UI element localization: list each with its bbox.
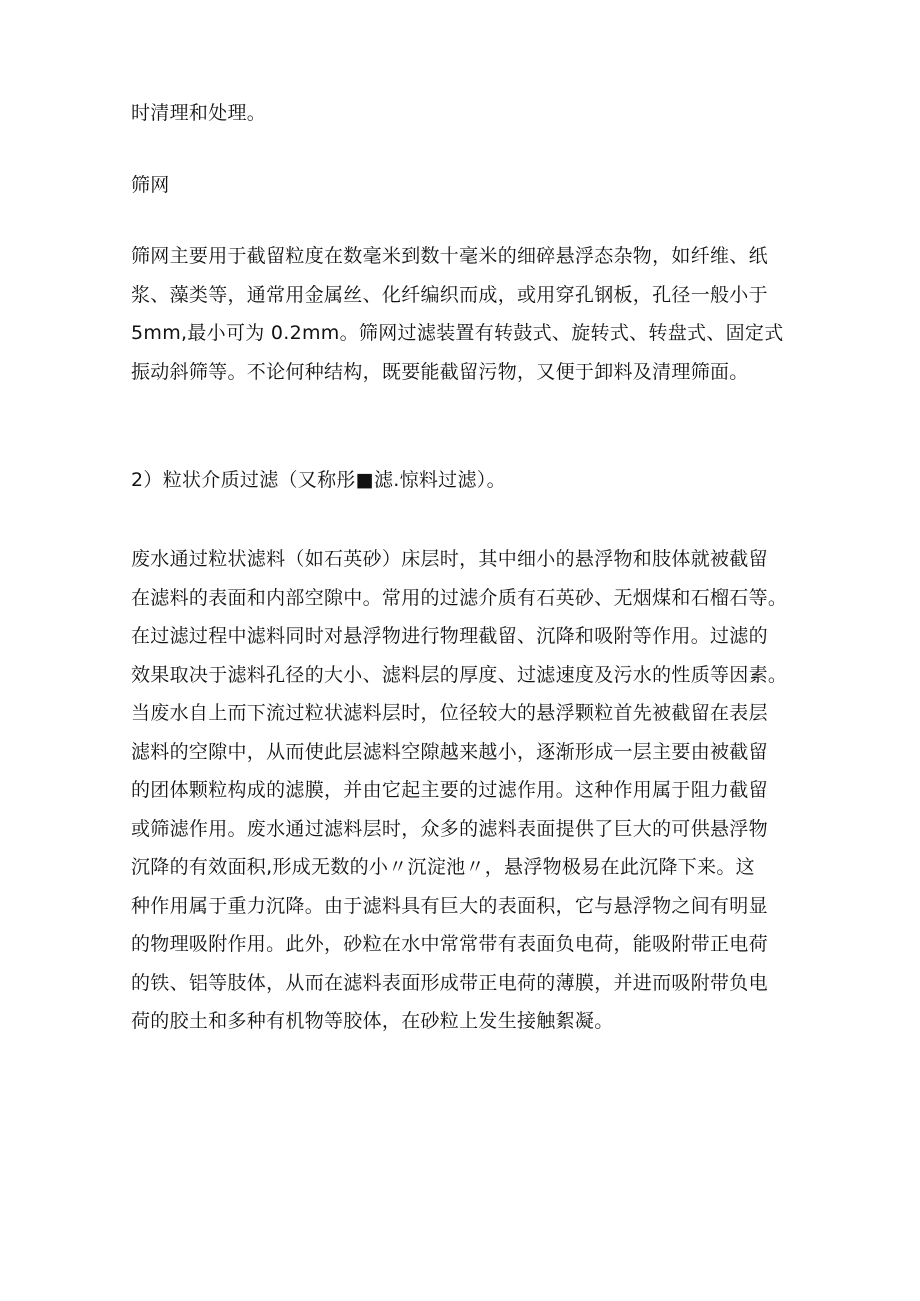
text-line: 效果取决于滤料孔径的大小、滤料层的厚度、过滤速度及污水的性质等因素。: [131, 663, 788, 686]
text-line: 废水通过粒状滤料（如石英砂）床层时，其中细小的悬浮物和肢体就被截留: [131, 548, 768, 570]
paragraph-granular-filtration: [131, 540, 795, 1041]
text-line: 在过滤过程中滤料同时对悬浮物进行物理截留、沉降和吸附等作用。过滤的: [131, 625, 768, 647]
text-line: 5mm,最小可为 0.2mm。筛网过滤装置有转鼓式、旋转式、转盘式、固定式: [131, 322, 784, 344]
text-line: 筛网: [131, 174, 170, 196]
section-heading-screen: [131, 166, 795, 205]
paragraph-continuation: [131, 94, 795, 133]
text-line: 筛网主要用于截留粒度在数毫米到数十毫米的细碎悬浮态杂物，如纤维、纸: [131, 245, 768, 267]
section-heading-granular-filtration: [131, 461, 795, 500]
text-line: 的铁、铝等肢体，从而在滤料表面形成带正电荷的薄膜，并进而吸附带负电: [131, 971, 768, 994]
text-line: 2）粒状介质过滤（又称彤■滤.惊料过滤）。: [131, 469, 506, 491]
text-line: 的物理吸附作用。此外，砂粒在水中常常带有表面负电荷，能吸附带正电荷: [131, 933, 768, 955]
text-line: 或筛滤作用。废水通过滤料层时，众多的滤料表面提供了巨大的可供悬浮物: [131, 817, 768, 840]
text-line: 的团体颗粒构成的滤膜，并由它起主要的过滤作用。这种作用属于阻力截留: [131, 779, 768, 801]
text-line: 在滤料的表面和内部空隙中。常用的过滤介质有石英砂、无烟煤和石榴石等。: [131, 586, 788, 609]
text-line: 当废水自上而下流过粒状滤料层时，位径较大的悬浮颗粒首先被截留在表层: [131, 702, 768, 724]
paragraph-screen-description: [131, 237, 795, 391]
text-line: 种作用属于重力沉降。由于滤料具有巨大的表面积，它与悬浮物之间有明显: [131, 894, 768, 917]
text-line: 时清理和处理。: [131, 102, 267, 124]
text-line: 浆、藻类等，通常用金属丝、化纤编织而成，或用穿孔钢板，孔径一般小于: [131, 283, 768, 306]
text-line: 荷的胶土和多种有机物等胶体，在砂粒上发生接触絮凝。: [131, 1010, 614, 1032]
text-line: 滤料的空隙中，从而使此层滤料空隙越来越小，逐渐形成一层主要由被截留: [131, 740, 768, 763]
text-line: 振动斜筛等。不论何种结构，既要能截留污物，又便于卸料及清理筛面。: [131, 360, 749, 383]
text-line: 沉降的有效面积,形成无数的小〃沉淀池〃，悬浮物极易在此沉降下来。这: [131, 856, 755, 878]
